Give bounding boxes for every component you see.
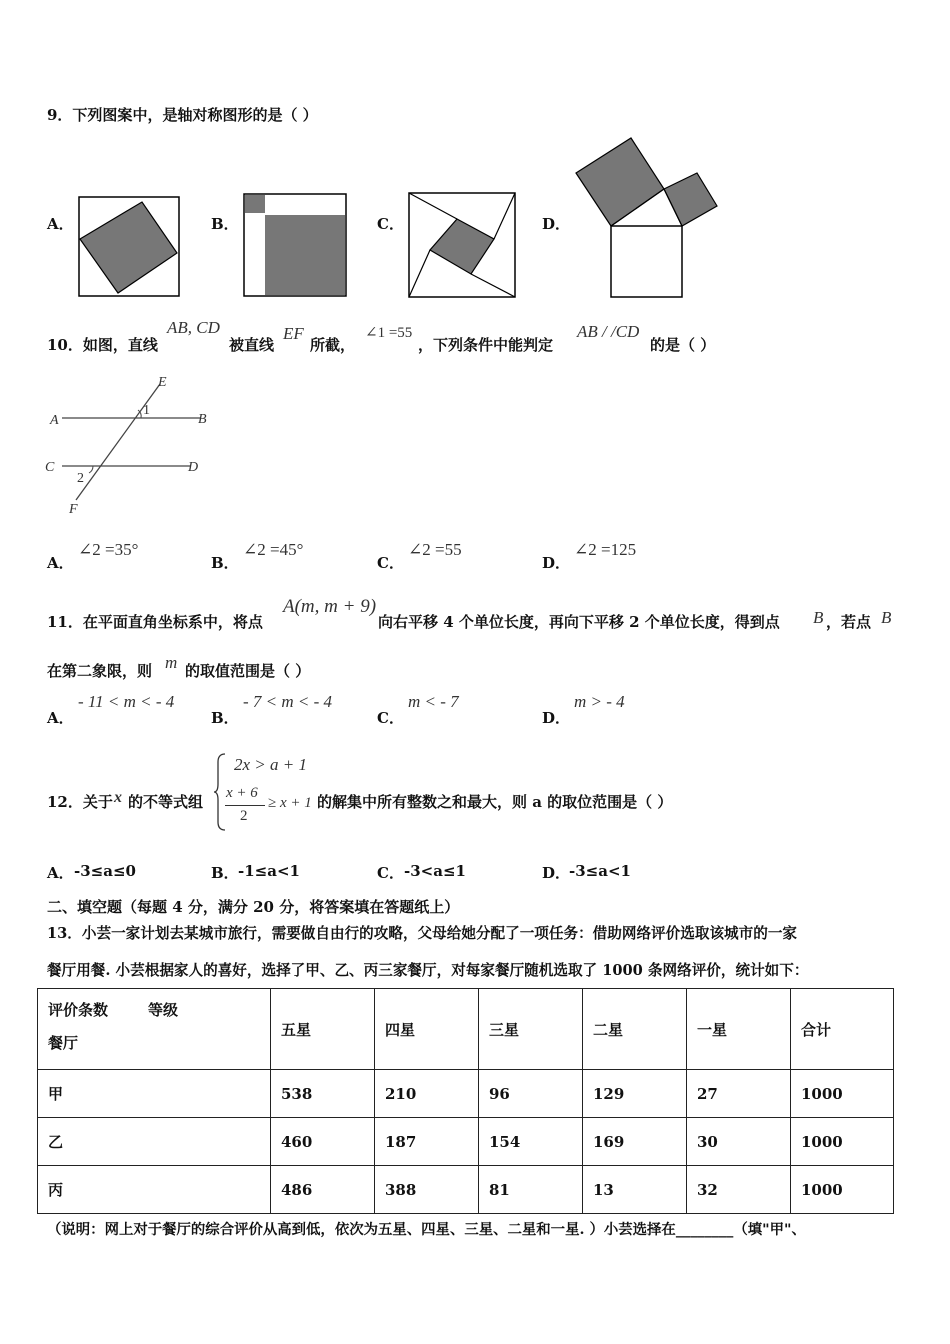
q11-point-a: A(m, m + 9) <box>283 596 377 617</box>
table-row <box>38 1166 894 1214</box>
table-cell: 1000 <box>791 1070 894 1118</box>
table-corner-bottom: 餐厅 <box>48 1034 79 1052</box>
table-cell: 486 <box>271 1166 375 1214</box>
table-header-cell: 合计 <box>791 989 894 1070</box>
q12-inequality-2-rhs: ≥ x + 1 <box>268 795 312 811</box>
q9-stem: 9．下列图案中，是轴对称图形的是（ ） <box>47 106 318 124</box>
q12-option-d-label: D． <box>542 864 571 882</box>
table-cell: 13 <box>583 1166 687 1214</box>
q10-label-f: F <box>69 502 78 517</box>
q10-prefix: 10．如图，直线 <box>47 336 158 354</box>
q9-option-a-label: A． <box>47 215 74 233</box>
rating-table <box>37 988 894 1214</box>
q10-label-angle-1: 1 <box>143 403 150 418</box>
table-cell: 210 <box>375 1070 479 1118</box>
q9-option-d-label: D． <box>542 215 571 233</box>
table-corner-cell <box>38 989 271 1070</box>
table-cell: 129 <box>583 1070 687 1118</box>
q12-var-x: x <box>114 789 122 806</box>
q10-option-c-label: C． <box>377 554 404 572</box>
table-header-row <box>38 989 894 1070</box>
q10-label-a: A <box>50 413 59 428</box>
q13-line-2: 餐厅用餐. 小芸根据家人的喜好，选择了甲、乙、丙三家餐厅，对每家餐厅随机选取了 1000 条网络评价，统计如下： <box>47 962 809 979</box>
q10-label-e: E <box>158 375 167 390</box>
table-corner-top-left: 评价条数 <box>48 1001 109 1019</box>
q10-judge: ，下列条件中能判定 <box>418 336 554 354</box>
q11-option-c-value: m < - 7 <box>408 692 459 711</box>
table-cell: 1000 <box>791 1166 894 1214</box>
q12-inequality-2-numerator: x + 6 <box>226 785 258 801</box>
q11-if-point: ，若点 <box>826 613 872 631</box>
q12-inequality-1: 2x > a + 1 <box>234 755 307 774</box>
q10-option-d-label: D． <box>542 554 571 572</box>
q13-line-1: 13．小芸一家计划去某城市旅行，需要做自由行的攻略，父母给她分配了一项任务：借助网络评价选取该城市的一家 <box>47 925 798 942</box>
q11-var-m: m <box>165 653 178 672</box>
q12-inequality-2-denominator: 2 <box>240 808 248 824</box>
table-header-cell: 一星 <box>687 989 791 1070</box>
q10-label-angle-2: 2 <box>77 471 84 486</box>
q12-option-a-value: -3≤a≤0 <box>74 862 136 880</box>
table-header-cell: 三星 <box>479 989 583 1070</box>
q9-option-c-label: C． <box>377 215 404 233</box>
table-row <box>38 1070 894 1118</box>
q11-option-c-label: C． <box>377 709 404 727</box>
q11-option-d-label: D． <box>542 709 571 727</box>
table-row-name: 丙 <box>38 1166 271 1214</box>
q10-line-ef: EF <box>283 324 304 343</box>
q11-option-b-label: B． <box>211 709 239 727</box>
table-cell: 388 <box>375 1166 479 1214</box>
q10-figure <box>42 370 217 520</box>
q13-note: （说明：网上对于餐厅的综合评价从高到低，依次为五星、四星、三星、二星和一星. ）小芸选择在________（填"甲"、 <box>47 1221 806 1238</box>
q11-option-b-value: - 7 < m < - 4 <box>243 692 333 711</box>
q11-option-d-value: m > - 4 <box>574 692 625 711</box>
q9-figure-d <box>574 136 719 299</box>
q10-angle1: ∠1 =55 <box>365 325 413 341</box>
q12-prefix: 12．关于 <box>47 793 113 811</box>
q9-figure-a <box>78 196 180 297</box>
table-cell: 81 <box>479 1166 583 1214</box>
table-cell: 27 <box>687 1070 791 1118</box>
q11-line2-suffix: 的取值范围是（ ） <box>185 662 311 680</box>
q10-cut: 所截， <box>310 336 356 354</box>
table-header-cell: 四星 <box>375 989 479 1070</box>
q11-line2-prefix: 在第二象限，则 <box>47 662 153 680</box>
section-2-heading: 二、填空题（每题 4 分，满分 20 分，将答案填在答题纸上） <box>47 898 460 916</box>
q10-label-b: B <box>198 412 207 427</box>
q10-lines-ab-cd: AB, CD <box>167 318 220 337</box>
table-cell: 1000 <box>791 1118 894 1166</box>
table-row-name: 乙 <box>38 1118 271 1166</box>
q10-option-b-value: ∠2 =45° <box>243 540 304 559</box>
table-header-cell: 二星 <box>583 989 687 1070</box>
q12-option-c-value: -3<a≤1 <box>404 862 466 880</box>
q11-middle: 向右平移 4 个单位长度，再向下平移 2 个单位长度，得到点 <box>378 613 780 631</box>
table-cell: 32 <box>687 1166 791 1214</box>
q11-point-b: B <box>813 608 824 627</box>
q12-brace <box>213 752 227 832</box>
table-cell: 169 <box>583 1118 687 1166</box>
q12-option-c-label: C． <box>377 864 404 882</box>
q11-point-b2: B <box>881 608 892 627</box>
q10-label-c: C <box>45 460 55 475</box>
q10-option-c-value: ∠2 =55 <box>408 540 462 559</box>
q10-option-a-label: A． <box>47 554 74 572</box>
q12-option-b-label: B． <box>211 864 239 882</box>
table-cell: 187 <box>375 1118 479 1166</box>
table-header-cell: 五星 <box>271 989 375 1070</box>
q9-figure-c <box>408 192 516 298</box>
table-cell: 30 <box>687 1118 791 1166</box>
q12-fraction-bar <box>225 805 265 806</box>
q10-option-a-value: ∠2 =35° <box>78 540 139 559</box>
table-row <box>38 1118 894 1166</box>
q11-option-a-value: - 11 < m < - 4 <box>78 692 175 711</box>
q11-option-a-label: A． <box>47 709 74 727</box>
q12-option-a-label: A． <box>47 864 74 882</box>
q9-option-b-label: B． <box>211 215 239 233</box>
q11-prefix: 11．在平面直角坐标系中，将点 <box>47 613 263 631</box>
table-cell: 154 <box>479 1118 583 1166</box>
table-cell: 460 <box>271 1118 375 1166</box>
q12-option-d-value: -3≤a<1 <box>569 862 631 880</box>
q12-suffix: 的解集中所有整数之和最大，则 a 的取位范围是（ ） <box>317 793 673 811</box>
q12-middle: 的不等式组 <box>128 793 204 811</box>
q10-label-d: D <box>188 460 199 475</box>
q10-suffix: 的是（ ） <box>650 336 716 354</box>
q10-option-d-value: ∠2 =125 <box>574 540 637 559</box>
table-corner-top-right: 等级 <box>148 1001 179 1019</box>
q10-cut-by: 被直线 <box>229 336 275 354</box>
table-cell: 96 <box>479 1070 583 1118</box>
q12-option-b-value: -1≤a<1 <box>238 862 300 880</box>
q10-option-b-label: B． <box>211 554 239 572</box>
q9-figure-b <box>243 193 347 297</box>
q10-parallel: AB / /CD <box>577 322 640 341</box>
table-row-name: 甲 <box>38 1070 271 1118</box>
table-cell: 538 <box>271 1070 375 1118</box>
